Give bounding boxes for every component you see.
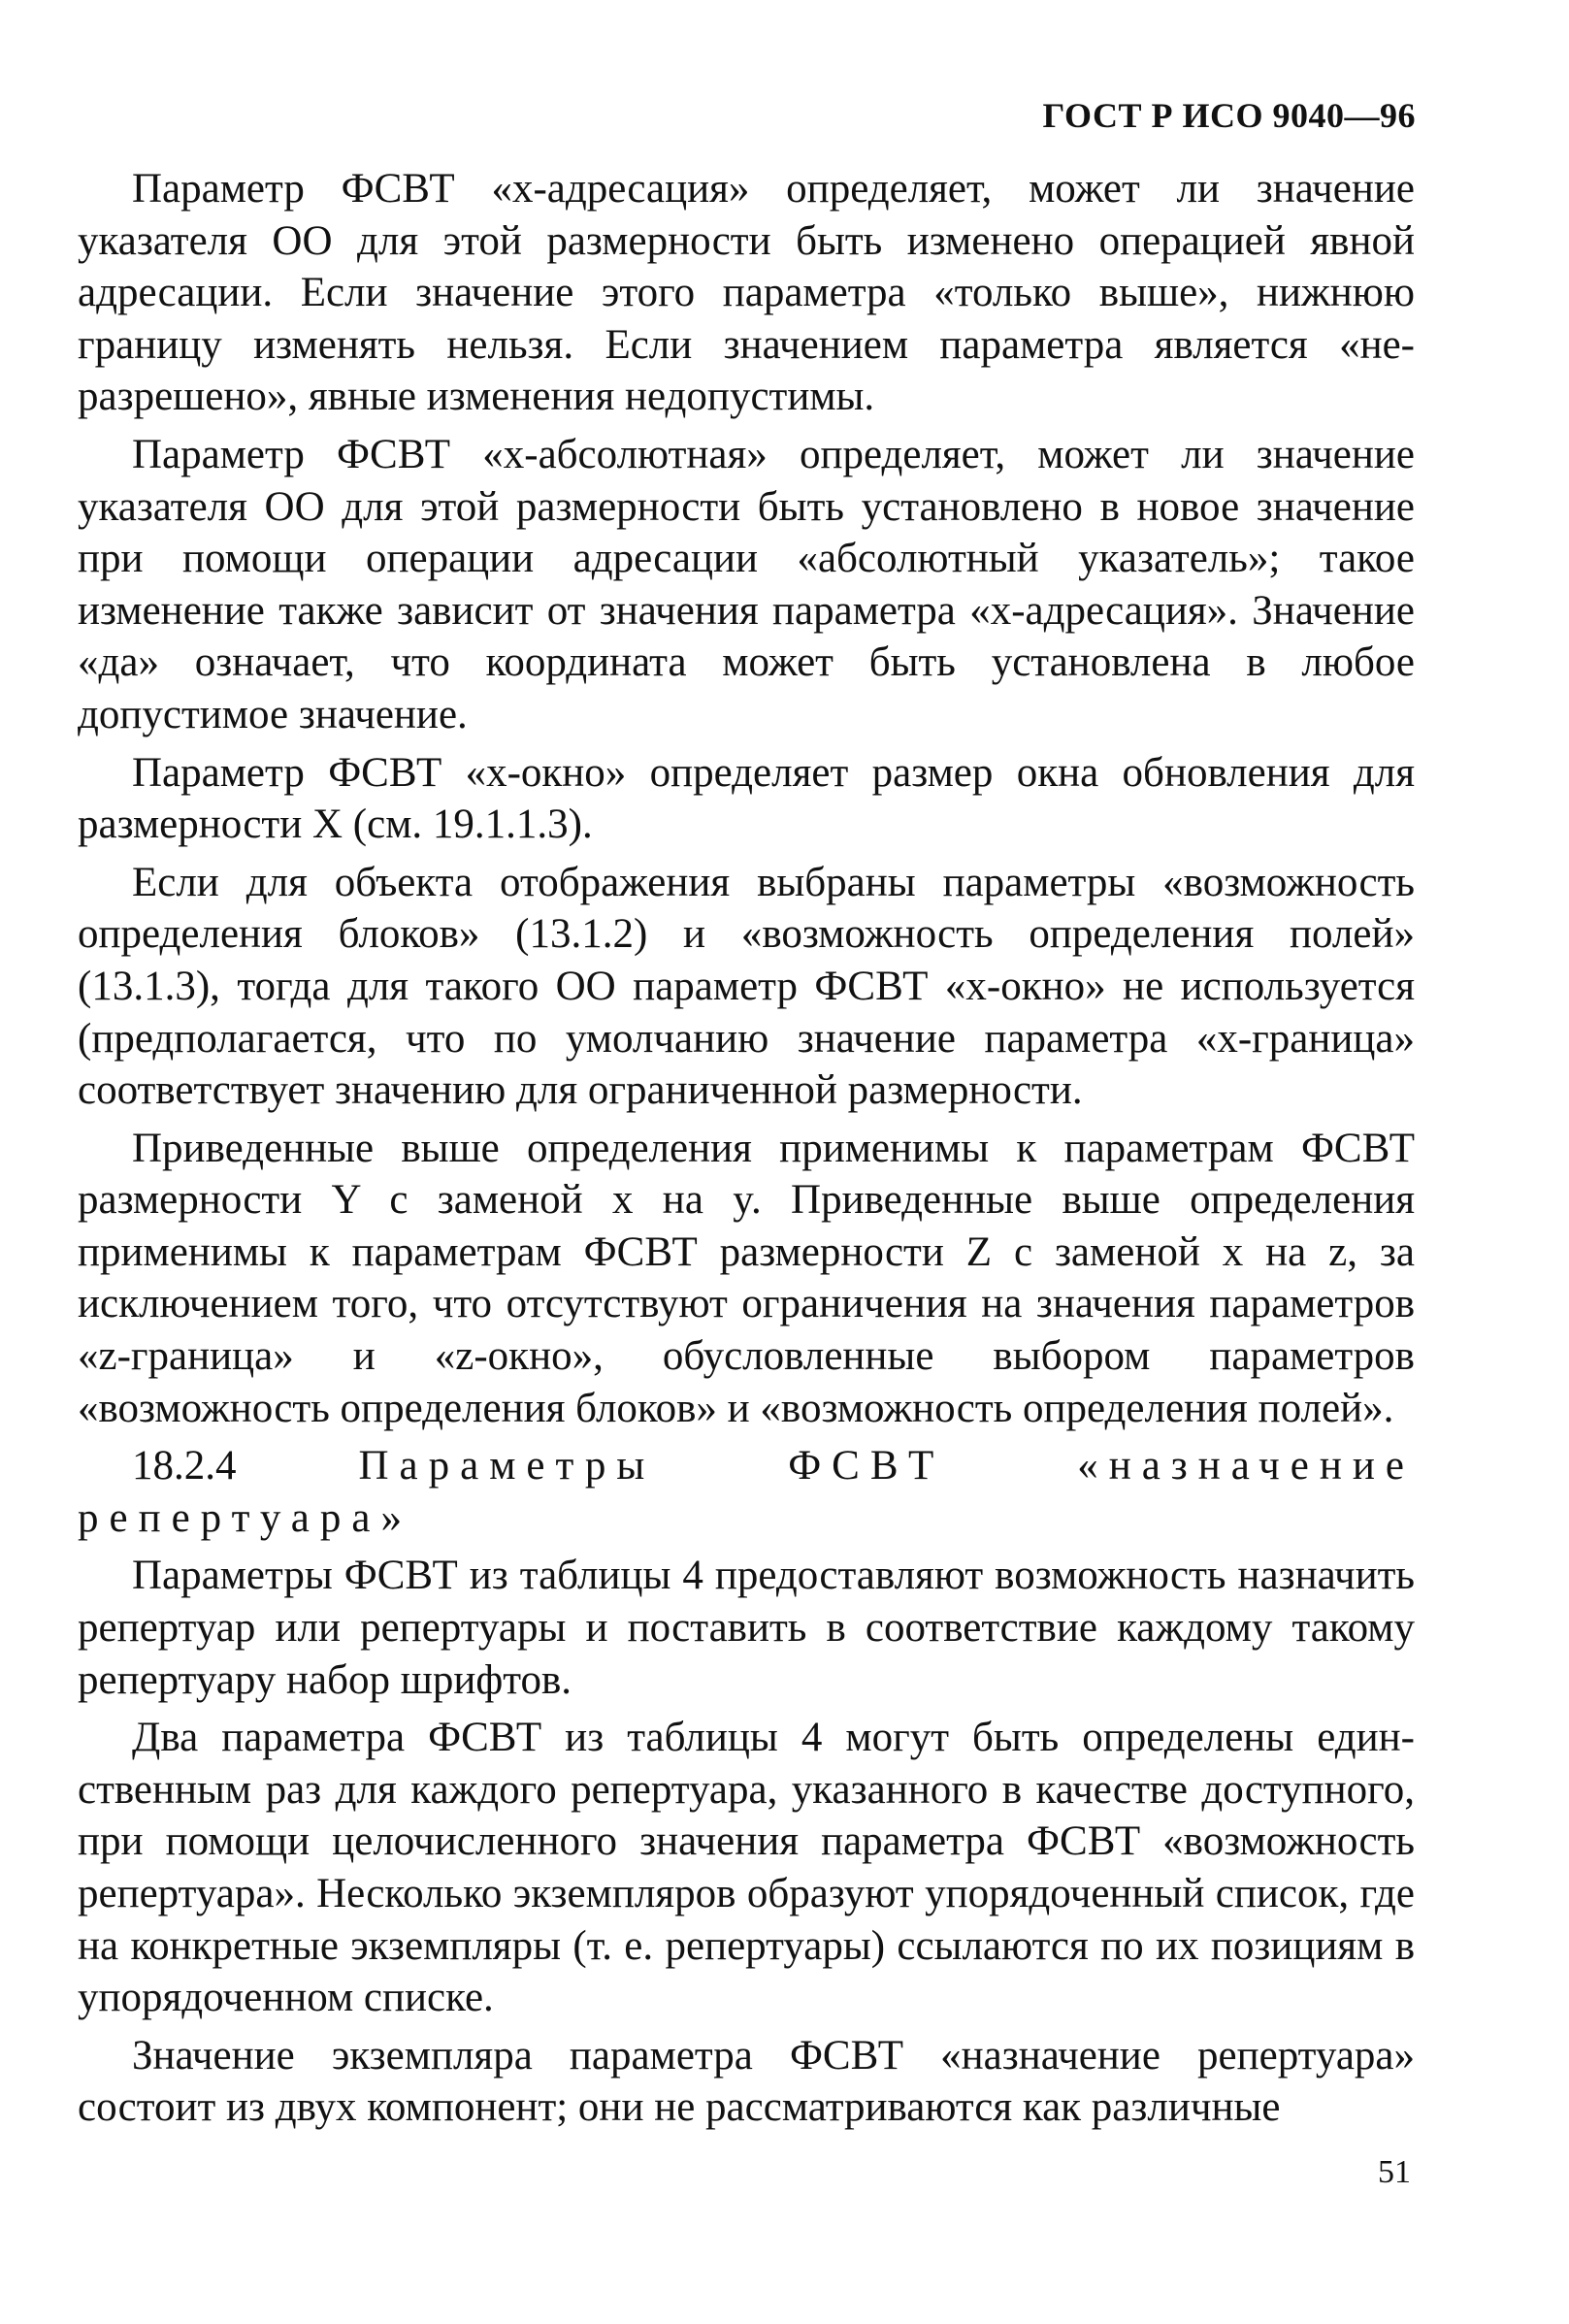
paragraph-x-addressing: Параметр ФСВТ «x-адресация» определяет, может ли значение указателя ОО для этой размерности быть изменено операцией явной адресации. Если значение этого параметра «только выше», нижнюю границу изменять нельзя. Если значением параметра является «неразрешено», явные изменения недопустимы. — [78, 166, 1415, 420]
section-number: 18.2.4 — [132, 1443, 237, 1489]
paragraph-block-field-capability: Если для объекта отображения выбраны параметры «возможность определения блоков» (13.1.2) и «возможность определения полей» (13.1.3), тогда для такого ОО параметр ФСВТ «x-окно» не используется (предполагается, что по умолчанию значение параметра «x-граница» соответствует значению для ограниченной размерности. — [78, 859, 1415, 1114]
paragraph-x-window: Параметр ФСВТ «x-окно» определяет размер окна обновления для размерности X (см. 19.1.1.3). — [78, 749, 1415, 848]
section-title: Параметры ФСВТ «назначение репертуара» — [78, 1443, 1415, 1541]
paragraph-table-4-params: Параметры ФСВТ из таблицы 4 предоставляют возможность назначить репертуар или репертуары и поставить в соответствие каждому такому репертуару набор шрифтов. — [78, 1553, 1415, 1703]
paragraph-y-z-dimensions: Приведенные выше определения применимы к параметрам ФСВТ размерности Y с заменой x на y. Приведенные выше определения применимы к параметрам ФСВТ размерности Z с заменой x на z, за исключением того, что отсутствуют ограничения на значения параметров «z-граница» и «z-окно», обусловленные выбором параметров «возможность определения блоков» и «возможность определения полей». — [78, 1125, 1415, 1431]
page-number: 51 — [1378, 2154, 1411, 2190]
paragraph-x-absolute: Параметр ФСВТ «x-абсолютная» определяет, может ли значение указателя ОО для этой размерности быть установлено в новое значение при помощи операции адресации «абсолютный указатель»; такое изменение также зависит от значения параметра «x-адресация». Значение «да» означает, что координата может быть установлена в любое допустимое значение. — [78, 431, 1415, 737]
section-heading — [78, 1440, 1415, 1544]
document-body — [78, 163, 1415, 2140]
document-header: ГОСТ Р ИСО 9040—96 — [1042, 96, 1416, 135]
paragraph-instance-value: Значение экземпляра параметра ФСВТ «назначение репертуара» состоит из двух компонент; они не рассматриваются как различные — [78, 2032, 1415, 2131]
paragraph-two-params: Два параметра ФСВТ из таблицы 4 могут быть определены единственным раз для каждого репертуара, указанного в качестве доступного, при помощи целочисленного значения параметра ФСВТ «возможность репертуара». Несколько экземпляров образуют упорядоченный список, где на конкретные экземпляры (т. е. репертуары) ссылаются по их позициям в упорядоченном списке. — [78, 1715, 1415, 2021]
